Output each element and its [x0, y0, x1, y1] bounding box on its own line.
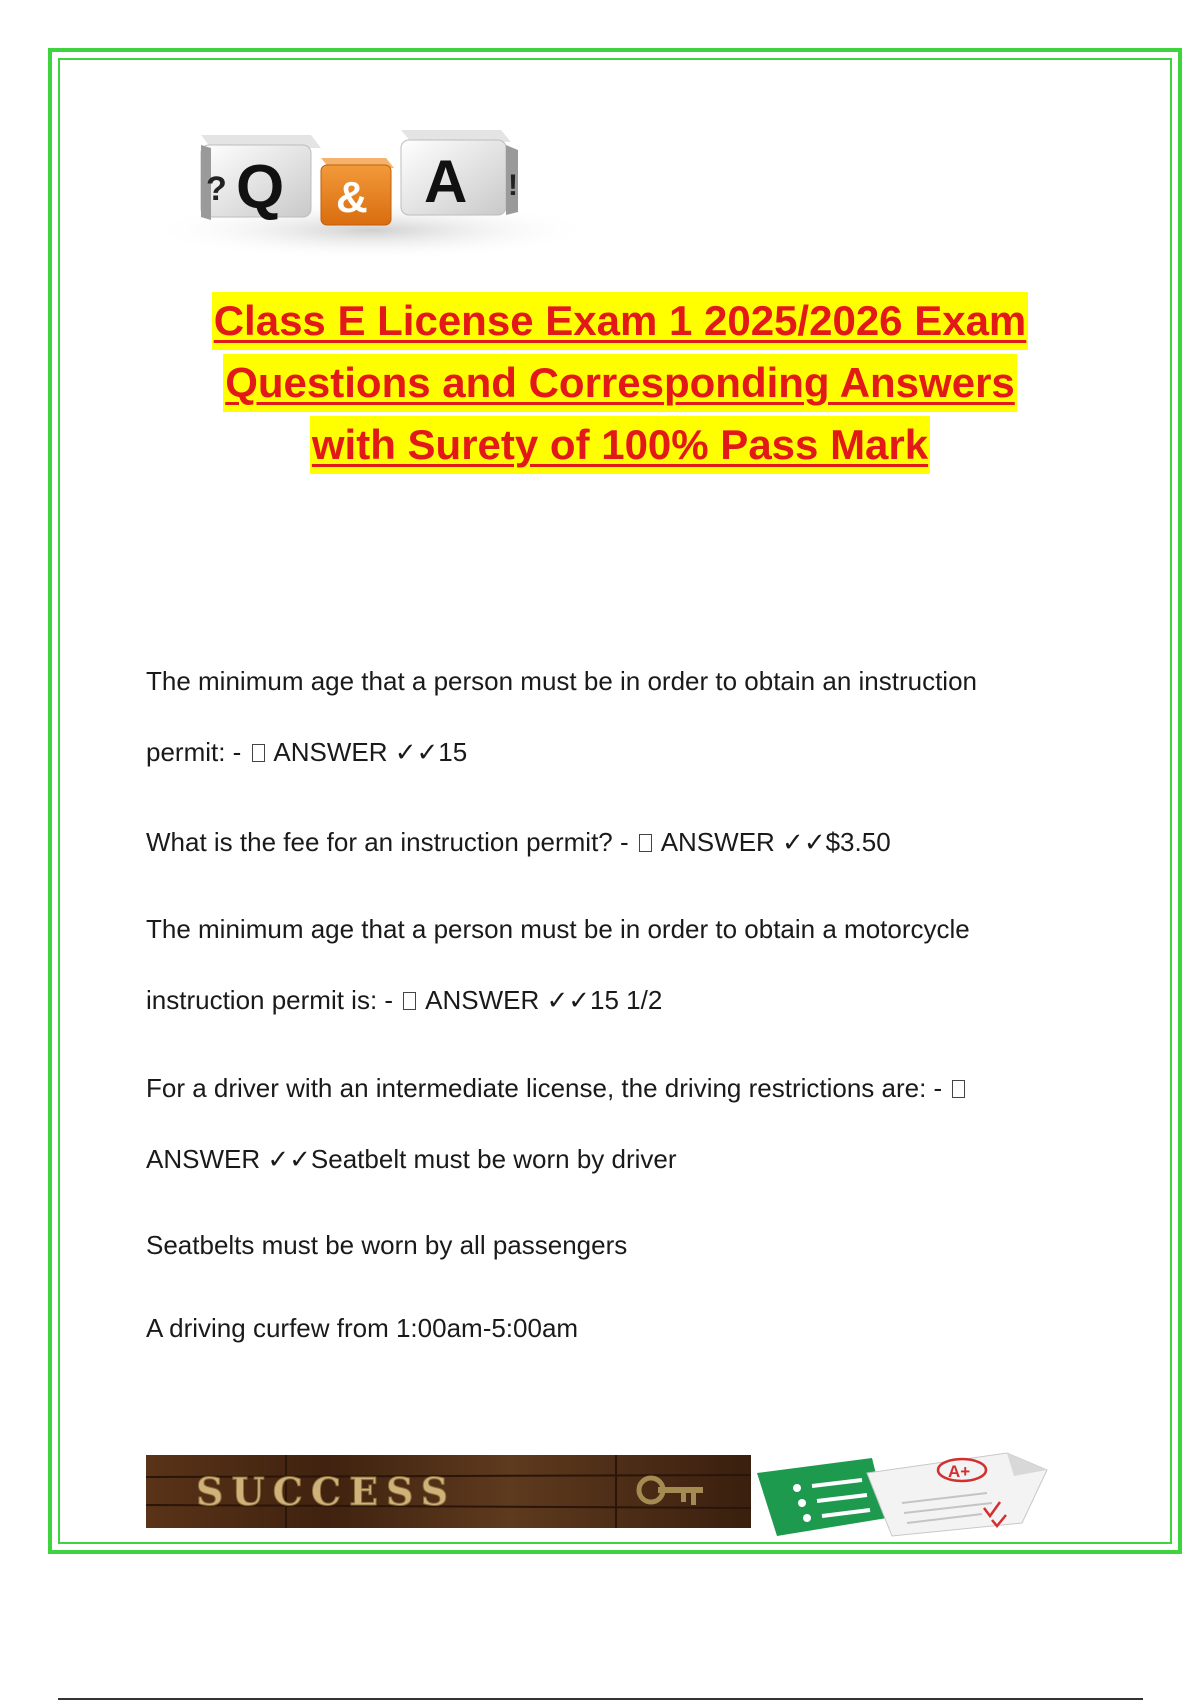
graded-paper-icon: [867, 1453, 1047, 1536]
dice-side-mark-right: !: [508, 169, 518, 202]
qa-item-1: [146, 666, 1086, 767]
question-text: The minimum age that a person must be in order to obtain an instruction: [146, 666, 977, 696]
question-text: For a driver with an intermediate license, the driving restrictions are: -: [146, 1073, 943, 1103]
missing-glyph-icon: [639, 834, 652, 852]
page-title: [130, 290, 1110, 476]
qa-dice-logo: [146, 90, 596, 260]
title-line-2: Questions and Corresponding Answers: [223, 354, 1017, 412]
success-banner: [146, 1455, 751, 1528]
answer-text: ANSWER ✓✓15 1/2: [425, 985, 663, 1015]
qa-item-3: [146, 914, 1086, 1015]
dice-letter-q: Q: [236, 153, 285, 222]
dice-letter-a: A: [424, 148, 468, 215]
qa-item-4: [146, 1073, 1086, 1174]
dice-q: [201, 135, 321, 222]
qa-item-2: [146, 827, 1086, 857]
answer-line: [146, 985, 1086, 1015]
answer-line: [146, 737, 1086, 767]
dice-letter-ampersand: &: [336, 173, 368, 222]
dice-ampersand: [321, 158, 394, 225]
extra-line-2: A driving curfew from 1:00am-5:00am: [146, 1313, 579, 1343]
extra-line-1: Seatbelts must be worn by all passengers: [146, 1230, 628, 1260]
question-text: The minimum age that a person must be in order to obtain a motorcycle: [146, 914, 970, 944]
answer-text: ANSWER ✓✓15: [273, 737, 468, 767]
dice-a: [401, 130, 518, 215]
success-banner-text: SUCCESS: [196, 1469, 457, 1514]
dice-side-mark-left: ?: [206, 170, 227, 208]
question-text-cont: instruction permit is: -: [146, 985, 394, 1015]
title-line-3: with Surety of 100% Pass Mark: [310, 416, 930, 474]
graded-paper-illustration: [752, 1448, 1072, 1538]
question-line: [146, 1073, 1086, 1103]
grade-mark: A+: [948, 1462, 971, 1481]
answer-text: ANSWER ✓✓$3.50: [660, 827, 891, 857]
question-text-cont: permit: -: [146, 737, 242, 767]
question-text: What is the fee for an instruction permit? -: [146, 827, 629, 857]
title-line-1: Class E License Exam 1 2025/2026 Exam: [212, 292, 1029, 350]
missing-glyph-icon: [252, 744, 265, 762]
missing-glyph-icon: [952, 1080, 965, 1098]
green-sheet-icon: [757, 1458, 887, 1536]
answer-text: ANSWER ✓✓Seatbelt must be worn by driver: [146, 1144, 677, 1174]
missing-glyph-icon: [403, 992, 416, 1010]
